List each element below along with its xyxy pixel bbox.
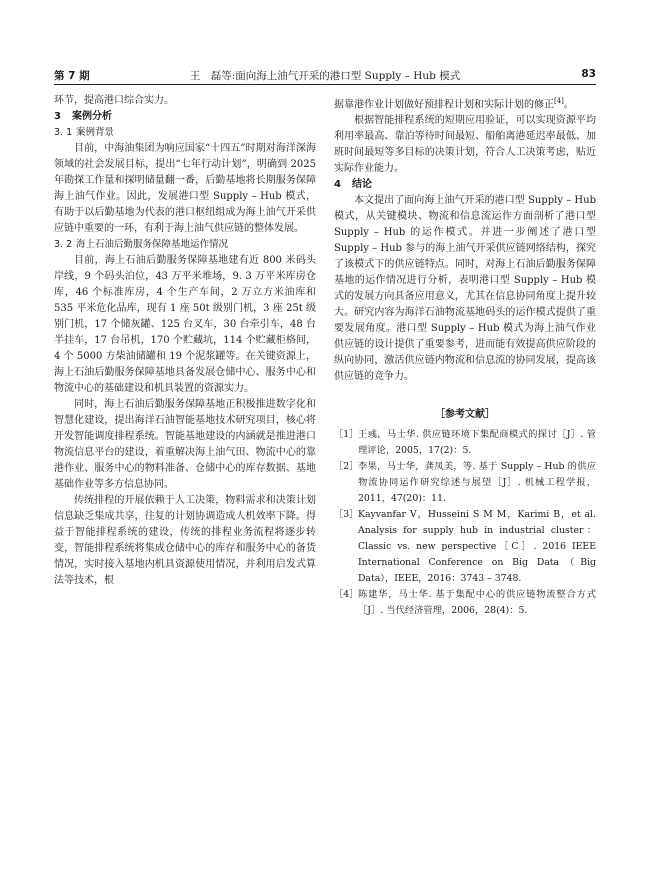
- issue-label: 第 7 期: [54, 70, 90, 82]
- section-3-heading: 3 案例分析: [54, 111, 112, 122]
- left-column: [54, 93, 316, 589]
- section-3-2-heading: 3. 2 海上石油后勤服务保障基地运作情况: [54, 239, 229, 250]
- section-3-1-heading: 3. 1 案例背景: [54, 127, 115, 138]
- reference-item: ［1］ 王彧，马士华. 供应链环境下集配商模式的探讨［J］. 管理评论，2005，17(2)：5.: [334, 429, 596, 457]
- section-4-heading: 4 结论: [334, 179, 372, 191]
- running-header: [54, 66, 596, 85]
- reference-item: ［2］ 李果，马士华，龚凤美，等. 基于 Supply – Hub 的供应物流协同运作研究综述与展望［J］. 机械工程学报，2011，47(20)：11.: [334, 461, 596, 505]
- paragraph-continued-right: 据靠港作业计划做好预排程计划和实际计划的修正[4]。: [334, 97, 574, 111]
- citation-4[interactable]: [4]: [554, 97, 564, 105]
- reference-item: ［3］ Kayvanfar V，Husseini S M M，Karimi B，et al. Analysis for supply hub in industrial cluster：Classic vs. new perspective［C］. 2016 IEEE International Conference on Big Data（Big Data），IEEE，2016：3743 – 3748.: [334, 509, 596, 585]
- running-title: 王 磊等:面向海上油气开采的港口型 Supply – Hub 模式: [189, 70, 461, 82]
- page-number: 83: [581, 68, 596, 80]
- paragraph-conclusion: 本文提出了面向海上油气开采的港口型 Supply – Hub 模式，从关键模块、物流和信息流运作方面剖析了港口型 Supply – Hub 的运作模式。并进一步阐述了港口型 Supply – Hub 参与的海上油气开采供应链网络结构，探究了该模式下的供应链特点。同时，对海上石油后勤服务保障基地的运作情况进行分析，表明港口型 Supply – Hub 模式的发展方向具备应用意义，尤其在信息协同角度上提升较大。研究内容为海洋石油物流基地码头的运作模式提供了重要发展角度。港口型 Supply – Hub 模式为海上油气作业供应链的设计提供了重要参考，进而能有效提高供应阶段的纵向协同，激活供应链内物流和信息流的协同发展，提高该供应链的竞争力。: [334, 195, 596, 383]
- paragraph-digitalization: 同时，海上石油后勤服务保障基地正积极推进数字化和智慧化建设，提出海洋石油智能基地技术研究项目，核心将开发智能调度排程系统。智能基地建设的内涵就是推进港口物流信息平台的建设，着重解决海上油气田、物流中心的靠港作业、服务中心的物料准备、仓储中心的库存数据、基地基础作业等多方信息协同。: [54, 399, 316, 490]
- paragraph-scheduling: 传统排程的开展依赖于人工决策，物料需求和决策计划信息缺乏集成共享，往复的计划协调造成人机效率下降。得益于智能排程系统的建设，传统的排程业务流程将逐步转变，智能排程系统将集成仓储中心的库存和服务中心的备货情况，实时接入基地内机具资源使用情况，并利用启发式算法等技术，根: [54, 495, 316, 586]
- paragraph-case-background: 目前，中海油集团为响应国家“十四五”时期对海洋深海领域的社会发展目标，提出“七年行动计划”，明确到 2025 年勘探工作量和探明储量翻一番，后勤基地将长期服务保障海上油气作业。因此，发展港口型 Supply – Hub 模式，有助于以后勤基地为代表的港口枢纽组成为海上油气开采供应链中重要的一环，有利于海上油气供应链的整体发展。: [54, 143, 316, 234]
- right-column: [334, 93, 596, 619]
- paragraph-validation: 根据智能排程系统的短期应用验证，可以实现资源平均利用率最高、靠泊等待时间最短、船舶离港延迟率最低、加班时间最短等多目标的决策计划，符合人工决策考虑，贴近实际作业能力。: [334, 115, 596, 175]
- paragraph-base-operations: 目前，海上石油后勤服务保障基地建有近 800 米码头岸线，9 个码头泊位，43 万平米堆场，9. 3 万平米库房仓库，46 个标准库房，4 个生产车间，2 万立方米油库和 535 平米危化品库，现有 1 座 50t 级别门机，3 座 25t 级别门机，17 个储灰罐、125 台叉车，30 台牵引车，48 台半挂车，17 台吊机，170 个贮藏坑，114 个贮藏柜格间，4 个 5000 方柴油储罐和 19 个泥浆罐等。在关键资源上，海上石油后勤服务保障基地具备发展仓储中心、服务中心和物流中心的基础建设和机具装置的资源实力。: [54, 255, 316, 394]
- references-heading: ［参考文献］: [435, 409, 495, 421]
- paragraph-continued: 环节，提高港口综合实力。: [54, 95, 174, 106]
- reference-item: ［4］ 陈建华，马士华. 基于集配中心的供应链物流整合方式［J］. 当代经济管理，2006，28(4)：5.: [334, 589, 596, 617]
- reference-list: [334, 427, 596, 619]
